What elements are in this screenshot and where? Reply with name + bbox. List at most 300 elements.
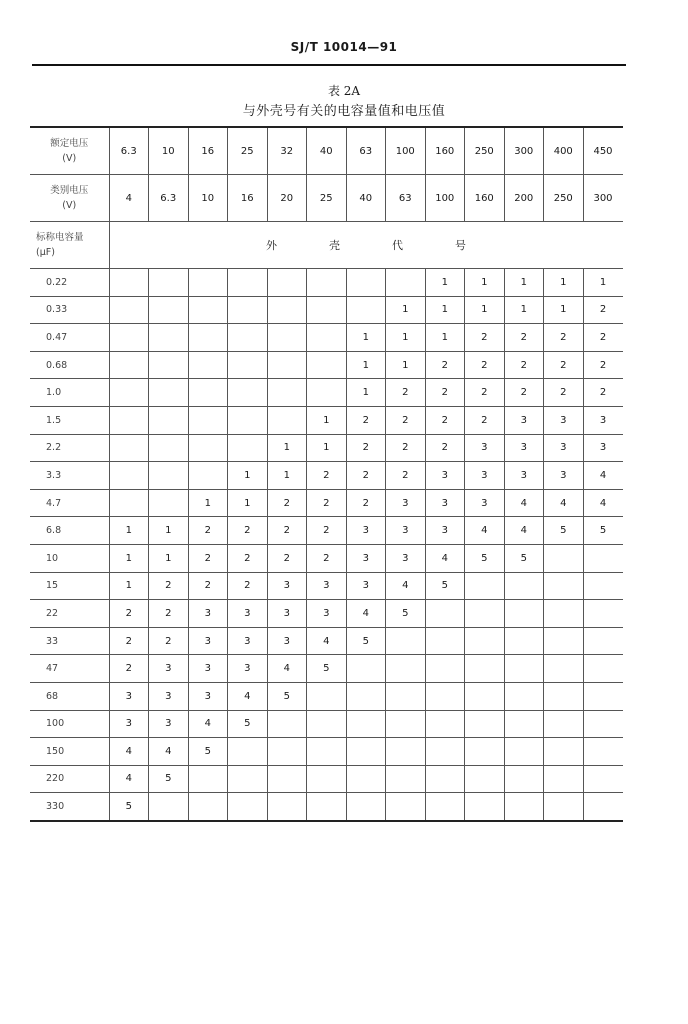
- case-code-cell: [504, 710, 544, 738]
- header-rule: [32, 64, 626, 66]
- case-code-cell: 5: [188, 738, 228, 766]
- document-code: SJ/T 10014—91: [290, 40, 398, 54]
- case-code-cell: [149, 793, 189, 821]
- case-code-cell: 2: [544, 351, 584, 379]
- table-row: [30, 572, 623, 600]
- category-voltage-cell-10: 200: [504, 175, 544, 222]
- table-row: [30, 793, 623, 821]
- case-code-cell: 3: [228, 655, 268, 683]
- case-code-cell: [149, 462, 189, 490]
- case-code-cell: [544, 600, 584, 628]
- case-code-cell: 3: [346, 572, 386, 600]
- capacitance-value: 0.68: [30, 351, 109, 379]
- case-code-cell: [346, 710, 386, 738]
- case-code-cell: 3: [267, 600, 307, 628]
- table-row: [30, 379, 623, 407]
- case-code-cell: 2: [188, 517, 228, 545]
- case-code-cell: [504, 682, 544, 710]
- case-code-cell: 1: [544, 296, 584, 324]
- case-code-cell: 3: [188, 600, 228, 628]
- rated-voltage-cell-2: 16: [188, 127, 228, 175]
- category-voltage-cell-12: 300: [583, 175, 623, 222]
- table-row: [30, 351, 623, 379]
- case-code-cell: 3: [504, 462, 544, 490]
- case-code-cell: [109, 269, 149, 297]
- case-code-cell: 1: [267, 434, 307, 462]
- case-code-cell: 2: [188, 572, 228, 600]
- case-code-cell: 5: [228, 710, 268, 738]
- case-code-cell: 3: [425, 462, 465, 490]
- category-voltage-cell-11: 250: [544, 175, 584, 222]
- case-code-cell: [465, 627, 505, 655]
- case-code-cell: [346, 738, 386, 766]
- case-code-cell: 2: [504, 351, 544, 379]
- case-code-cell: 1: [346, 351, 386, 379]
- case-code-cell: [307, 765, 347, 793]
- category-voltage-label: [30, 175, 109, 222]
- case-code-cell: 1: [307, 434, 347, 462]
- case-code-cell: [386, 710, 426, 738]
- case-code-header-row: [30, 222, 623, 269]
- case-code-cell: [267, 379, 307, 407]
- case-code-cell: [386, 269, 426, 297]
- rated-voltage-cell-11: 400: [544, 127, 584, 175]
- case-code-cell: [149, 406, 189, 434]
- case-code-cell: [386, 793, 426, 821]
- case-code-cell: [307, 682, 347, 710]
- case-code-cell: [267, 351, 307, 379]
- category-voltage-cell-3: 16: [228, 175, 268, 222]
- case-code-cell: 2: [504, 324, 544, 352]
- case-code-cell: [228, 269, 268, 297]
- case-code-cell: 4: [504, 517, 544, 545]
- case-code-cell: [267, 296, 307, 324]
- case-code-cell: 2: [149, 627, 189, 655]
- case-code-cell: [228, 793, 268, 821]
- case-code-cell: [188, 379, 228, 407]
- capacitance-value: 150: [30, 738, 109, 766]
- table-row: [30, 682, 623, 710]
- case-code-cell: [583, 682, 623, 710]
- table-row: [30, 434, 623, 462]
- category-voltage-cell-2: 10: [188, 175, 228, 222]
- case-code-cell: 2: [465, 379, 505, 407]
- capacitance-value: 6.8: [30, 517, 109, 545]
- case-code-cell: 1: [149, 517, 189, 545]
- case-code-cell: [267, 324, 307, 352]
- case-code-cell: 3: [465, 462, 505, 490]
- case-code-cell: [544, 710, 584, 738]
- case-code-cell: 1: [386, 296, 426, 324]
- case-code-cell: 3: [109, 710, 149, 738]
- case-code-cell: [425, 710, 465, 738]
- case-code-cell: 2: [267, 489, 307, 517]
- case-code-cell: 4: [188, 710, 228, 738]
- case-code-cell: 2: [386, 379, 426, 407]
- case-code-cell: [149, 324, 189, 352]
- capacitance-value: 100: [30, 710, 109, 738]
- table-row: [30, 406, 623, 434]
- case-code-cell: 5: [465, 544, 505, 572]
- category-voltage-cell-1: 6.3: [149, 175, 189, 222]
- case-code-cell: 5: [267, 682, 307, 710]
- case-code-cell: [583, 572, 623, 600]
- case-code-cell: [386, 765, 426, 793]
- case-code-cell: 3: [386, 517, 426, 545]
- case-code-cell: 3: [346, 517, 386, 545]
- case-code-cell: 3: [386, 489, 426, 517]
- rated-voltage-cell-12: 450: [583, 127, 623, 175]
- case-code-cell: [465, 738, 505, 766]
- case-code-cell: 3: [544, 462, 584, 490]
- case-code-cell: [425, 738, 465, 766]
- case-code-cell: [465, 600, 505, 628]
- capacitance-voltage-table: [30, 126, 623, 822]
- case-code-cell: [228, 379, 268, 407]
- case-code-cell: 2: [109, 655, 149, 683]
- case-code-cell: [149, 269, 189, 297]
- case-code-cell: 3: [544, 406, 584, 434]
- case-code-cell: 2: [346, 434, 386, 462]
- case-code-cell: 2: [583, 351, 623, 379]
- rated-voltage-label-text: 额定电压: [50, 138, 89, 149]
- case-code-cell: [228, 324, 268, 352]
- case-code-cell: 4: [504, 489, 544, 517]
- case-code-cell: [149, 296, 189, 324]
- case-code-cell: [188, 793, 228, 821]
- case-code-cell: 1: [109, 544, 149, 572]
- case-code-cell: 5: [386, 600, 426, 628]
- case-code-cell: 2: [425, 379, 465, 407]
- case-code-cell: 5: [149, 765, 189, 793]
- case-code-cell: [583, 600, 623, 628]
- case-code-cell: [109, 324, 149, 352]
- case-code-cell: 2: [583, 379, 623, 407]
- case-code-cell: 3: [188, 682, 228, 710]
- case-code-cell: [544, 544, 584, 572]
- case-code-cell: [267, 738, 307, 766]
- case-code-cell: [504, 572, 544, 600]
- case-code-cell: 2: [267, 517, 307, 545]
- table-row: [30, 324, 623, 352]
- case-code-cell: 1: [425, 324, 465, 352]
- case-code-cell: 2: [386, 462, 426, 490]
- case-code-cell: 1: [346, 324, 386, 352]
- case-code-cell: 4: [109, 738, 149, 766]
- capacitance-label: [30, 222, 109, 269]
- case-code-cell: 1: [149, 544, 189, 572]
- case-code-cell: 2: [149, 572, 189, 600]
- case-code-cell: [228, 738, 268, 766]
- case-code-cell: 2: [267, 544, 307, 572]
- case-code-cell: [188, 434, 228, 462]
- case-code-cell: 2: [109, 600, 149, 628]
- rated-voltage-cell-6: 63: [346, 127, 386, 175]
- case-code-cell: [504, 793, 544, 821]
- rated-voltage-label-unit: (V): [62, 153, 77, 164]
- table-row: [30, 627, 623, 655]
- category-voltage-cell-7: 63: [386, 175, 426, 222]
- rated-voltage-row: [30, 127, 623, 175]
- case-code-cell: 2: [346, 406, 386, 434]
- rated-voltage-cell-0: 6.3: [109, 127, 149, 175]
- category-voltage-cell-6: 40: [346, 175, 386, 222]
- case-code-cell: 2: [425, 351, 465, 379]
- case-code-cell: 4: [386, 572, 426, 600]
- case-code-cell: [109, 406, 149, 434]
- case-code-cell: 2: [465, 351, 505, 379]
- case-code-cell: 1: [346, 379, 386, 407]
- case-code-cell: [109, 351, 149, 379]
- case-code-cell: [307, 296, 347, 324]
- table-row: [30, 710, 623, 738]
- case-code-cell: [149, 434, 189, 462]
- case-code-cell: 2: [544, 379, 584, 407]
- case-code-cell: [149, 489, 189, 517]
- case-code-cell: [544, 682, 584, 710]
- case-code-cell: 5: [544, 517, 584, 545]
- case-code-cell: 3: [346, 544, 386, 572]
- case-code-cell: 1: [188, 489, 228, 517]
- case-code-cell: 1: [267, 462, 307, 490]
- case-code-cell: [425, 682, 465, 710]
- case-code-cell: 3: [583, 406, 623, 434]
- table-row: [30, 517, 623, 545]
- case-code-cell: 2: [583, 324, 623, 352]
- case-code-cell: [267, 710, 307, 738]
- capacitance-value: 33: [30, 627, 109, 655]
- case-code-cell: 2: [504, 379, 544, 407]
- table-row: [30, 269, 623, 297]
- table-row: [30, 544, 623, 572]
- case-code-cell: [425, 765, 465, 793]
- case-code-cell: [583, 738, 623, 766]
- rated-voltage-cell-3: 25: [228, 127, 268, 175]
- case-code-cell: 3: [425, 517, 465, 545]
- case-code-cell: [346, 296, 386, 324]
- capacitance-value: 2.2: [30, 434, 109, 462]
- case-code-cell: [465, 655, 505, 683]
- case-code-cell: 3: [386, 544, 426, 572]
- case-code-cell: [386, 655, 426, 683]
- capacitance-value: 10: [30, 544, 109, 572]
- case-code-cell: 4: [307, 627, 347, 655]
- case-code-cell: 2: [425, 406, 465, 434]
- case-code-cell: 2: [228, 517, 268, 545]
- case-code-cell: [425, 600, 465, 628]
- category-voltage-label-unit: (V): [62, 200, 77, 211]
- case-code-cell: [188, 462, 228, 490]
- case-code-cell: 3: [544, 434, 584, 462]
- case-code-cell: [544, 627, 584, 655]
- category-voltage-cell-0: 4: [109, 175, 149, 222]
- case-code-cell: [109, 462, 149, 490]
- category-voltage-label-text: 类别电压: [50, 185, 89, 196]
- case-code-cell: 1: [425, 269, 465, 297]
- case-code-cell: [228, 296, 268, 324]
- case-code-cell: [307, 793, 347, 821]
- case-code-cell: [465, 793, 505, 821]
- case-code-cell: 4: [149, 738, 189, 766]
- case-code-cell: 2: [307, 544, 347, 572]
- case-code-cell: 4: [465, 517, 505, 545]
- case-code-cell: [307, 738, 347, 766]
- case-code-cell: [109, 489, 149, 517]
- case-code-cell: [386, 627, 426, 655]
- case-code-cell: 3: [267, 627, 307, 655]
- case-code-cell: 2: [465, 406, 505, 434]
- capacitance-value: 1.5: [30, 406, 109, 434]
- case-code-cell: 3: [504, 434, 544, 462]
- case-code-cell: [504, 600, 544, 628]
- capacitance-value: 220: [30, 765, 109, 793]
- case-code-cell: 3: [188, 627, 228, 655]
- case-code-cell: 3: [465, 489, 505, 517]
- case-code-cell: [583, 765, 623, 793]
- case-code-cell: [228, 765, 268, 793]
- case-code-cell: 4: [346, 600, 386, 628]
- case-code-cell: [228, 434, 268, 462]
- case-code-cell: 2: [307, 489, 347, 517]
- case-code-cell: [267, 269, 307, 297]
- case-code-cell: 1: [504, 269, 544, 297]
- capacitance-value: 0.47: [30, 324, 109, 352]
- capacitance-value: 68: [30, 682, 109, 710]
- case-code-cell: [425, 793, 465, 821]
- rated-voltage-cell-7: 100: [386, 127, 426, 175]
- case-code-cell: [267, 406, 307, 434]
- capacitance-value: 15: [30, 572, 109, 600]
- table-row: [30, 600, 623, 628]
- case-code-cell: [188, 406, 228, 434]
- case-code-cell: 2: [346, 489, 386, 517]
- case-code-cell: [188, 351, 228, 379]
- case-code-cell: [228, 406, 268, 434]
- case-code-cell: 1: [425, 296, 465, 324]
- case-code-cell: 1: [465, 296, 505, 324]
- case-code-cell: 2: [386, 434, 426, 462]
- capacitance-label-unit: (μF): [36, 247, 55, 258]
- case-code-cell: 1: [109, 517, 149, 545]
- case-code-cell: 3: [149, 710, 189, 738]
- table-row: [30, 765, 623, 793]
- capacitance-value: 330: [30, 793, 109, 821]
- case-code-cell: [149, 379, 189, 407]
- case-code-cell: 4: [583, 489, 623, 517]
- case-code-cell: [188, 324, 228, 352]
- case-code-cell: 3: [267, 572, 307, 600]
- rated-voltage-cell-5: 40: [307, 127, 347, 175]
- case-code-cell: [504, 627, 544, 655]
- case-code-cell: 1: [228, 489, 268, 517]
- case-code-cell: [583, 793, 623, 821]
- table-row: [30, 655, 623, 683]
- rated-voltage-cell-10: 300: [504, 127, 544, 175]
- case-code-cell: 2: [346, 462, 386, 490]
- case-code-cell: 1: [504, 296, 544, 324]
- rated-voltage-label: [30, 127, 109, 175]
- case-code-cell: [544, 655, 584, 683]
- case-code-cell: [544, 738, 584, 766]
- case-code-cell: 3: [307, 572, 347, 600]
- case-code-cell: 4: [425, 544, 465, 572]
- case-code-cell: 2: [465, 324, 505, 352]
- case-code-cell: 3: [228, 600, 268, 628]
- case-code-cell: 3: [228, 627, 268, 655]
- table-title: 与外壳号有关的电容量值和电压值: [242, 104, 446, 119]
- case-code-cell: 3: [425, 489, 465, 517]
- case-code-cell: 2: [307, 462, 347, 490]
- case-code-cell: 3: [504, 406, 544, 434]
- case-code-cell: [228, 351, 268, 379]
- table-row: [30, 738, 623, 766]
- case-code-cell: [504, 765, 544, 793]
- capacitance-value: 1.0: [30, 379, 109, 407]
- table-number: 表 2A: [327, 84, 361, 98]
- case-code-cell: 1: [228, 462, 268, 490]
- case-code-cell: 1: [307, 406, 347, 434]
- category-voltage-cell-8: 100: [425, 175, 465, 222]
- case-code-cell: 1: [386, 324, 426, 352]
- case-code-cell: [465, 765, 505, 793]
- table-row: [30, 489, 623, 517]
- case-code-cell: 4: [109, 765, 149, 793]
- case-code-cell: 4: [583, 462, 623, 490]
- case-code-cell: [346, 793, 386, 821]
- category-voltage-row: [30, 175, 623, 222]
- case-code-cell: 3: [583, 434, 623, 462]
- category-voltage-cell-9: 160: [465, 175, 505, 222]
- case-code-cell: 5: [109, 793, 149, 821]
- case-code-cell: 1: [544, 269, 584, 297]
- category-voltage-cell-5: 25: [307, 175, 347, 222]
- case-code-cell: 1: [583, 269, 623, 297]
- rated-voltage-cell-1: 10: [149, 127, 189, 175]
- case-code-cell: [544, 793, 584, 821]
- case-code-cell: 2: [386, 406, 426, 434]
- capacitance-label-text: 标称电容量: [36, 232, 84, 243]
- case-code-cell: 2: [544, 324, 584, 352]
- case-code-cell: 2: [109, 627, 149, 655]
- case-code-cell: [109, 296, 149, 324]
- case-code-cell: 2: [228, 572, 268, 600]
- case-code-cell: [583, 544, 623, 572]
- case-code-cell: 2: [188, 544, 228, 572]
- case-code-cell: 4: [228, 682, 268, 710]
- case-code-cell: 3: [307, 600, 347, 628]
- case-code-cell: [465, 710, 505, 738]
- case-code-cell: [544, 572, 584, 600]
- case-code-cell: [425, 627, 465, 655]
- case-code-cell: [109, 434, 149, 462]
- case-code-cell: [583, 627, 623, 655]
- case-code-cell: [504, 655, 544, 683]
- capacitance-value: 0.22: [30, 269, 109, 297]
- capacitance-value: 0.33: [30, 296, 109, 324]
- rated-voltage-cell-9: 250: [465, 127, 505, 175]
- capacitance-value: 3.3: [30, 462, 109, 490]
- case-code-cell: [307, 710, 347, 738]
- case-code-cell: 5: [504, 544, 544, 572]
- case-code-cell: [346, 655, 386, 683]
- case-code-cell: 2: [583, 296, 623, 324]
- case-code-cell: 5: [307, 655, 347, 683]
- case-code-cell: 4: [544, 489, 584, 517]
- capacitance-value: 4.7: [30, 489, 109, 517]
- case-code-cell: [149, 351, 189, 379]
- case-code-cell: [188, 765, 228, 793]
- case-code-cell: 3: [188, 655, 228, 683]
